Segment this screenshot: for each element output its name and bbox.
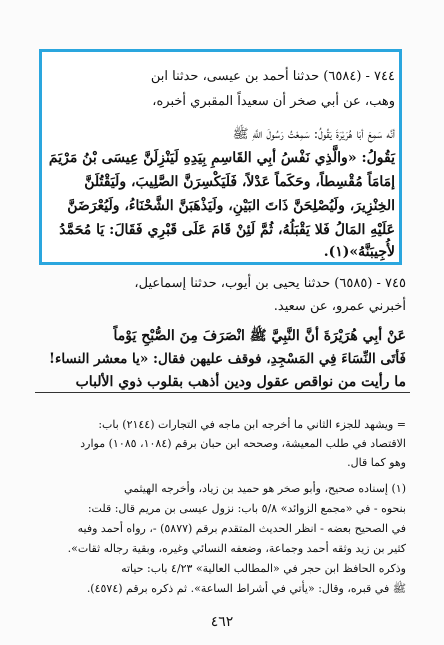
hadith-745-matn-line-3: ما رأيت من نواقص عقول ودين أذهب بقلوب ذوي الألباب [75, 374, 406, 390]
hadith-744-matn-line-3: إمَامَاً مُقْسِطاً، وحَكَماً عَدْلاً، فَلَيَكْسِرَنَّ الصَّلِيبَ، ولَيَقْتُلَنَّ [84, 174, 395, 190]
hadith-744-matn-line-5: عَلَيْهِ المَالُ فَلا يَقْبَلُهُ، ثُمَّ لَئِنْ قَامَ عَلَى قَبْرِي فَقَالَ: يَا مُحَمَّدُ [59, 222, 395, 238]
hadith-744-matn-line-1: أنَّه سَمِعَ أبَا هُرَيْرَةَ يَقُولُ: سَمِعْتُ رَسُولَ اللَّهِ ﷺ [232, 127, 395, 142]
footnote-separator [35, 392, 410, 393]
hadith-744-isnad-line-1: ٧٤٤ - (٦٥٨٤) حدثنا أحمد بن عيسى، حدثنا ابن [150, 69, 395, 84]
page-number: ٤٦٢ [210, 614, 234, 630]
hadith-745-isnad-line-1: ٧٤٥ - (٦٥٨٥) حدثنا يحيى بن أيوب، حدثنا إسماعيل، [134, 276, 406, 291]
hadith-744-matn-line-4: الخِنْزِيرَ، ولَيُصْلِحَنَّ ذَاتَ البَيْنِ، ولَيَذْهَبَنَّ الشَّحْنَاءُ، ولَيُعْرَضَنَّ [67, 198, 395, 214]
footnote-1-line-1: (١) إسناده صحيح، وأبو صخر هو حميد بن زياد، وأخرجه الهيثمي [123, 482, 406, 495]
footnote-1-line-2: بنحوه - في «مجمع الزوائد» ٥/٨ باب: نزول عيسى بن مريم قال: قلت: [87, 502, 406, 515]
footnote-1-line-5: وذكره الحافظ ابن حجر في «المطالب العالية» ٤/٢٣ باب: حياته [121, 562, 406, 575]
footnote-1-line-3: في الصحيح بعضه - انظر الحديث المتقدم برقم (٥٨٧٧) -، رواه أحمد وفيه [77, 522, 406, 535]
hadith-744-isnad-line-2: وهب، عن أبي صخر أن سعيداً المقبري أخبره، [152, 94, 395, 109]
hadith-744-matn-line-2: يَقُولُ: «والَّذِي نَفْسُ أبِي القَاسِمِ بِيَدِهِ لَيَنْزِلَنَّ عِيسَى بْنُ مَرْيَمَ [48, 150, 395, 166]
footnote-1-line-6: ﷺ في قبره، وقال: «يأتي في أشراط الساعة». ثم ذكره برقم (٤٥٧٤). [86, 582, 406, 595]
hadith-745-isnad-line-2: أخبرني عمرو، عن سعيد. [273, 299, 406, 314]
hadith-744-matn-line-6: لأُجِيبَنَّهُ»(١). [323, 244, 395, 260]
footnote-prev-line-2: الاقتصاد في طلب المعيشة، وصححه ابن حبان برقم (١٠٨٤، ١٠٨٥) موارد [80, 437, 406, 450]
footnote-1-line-4: كثير بن زيد وثقه أحمد وجماعة، وضعفه النسائي وغيره، وبقية رجاله ثقات». [67, 542, 406, 555]
hadith-745-matn-line-1: عَنْ أبِي هُرَيْرَةَ أنَّ النَّبِيَّ ﷺ انْصَرَفَ مِنَ الصُّبْحِ يَوْماً [113, 328, 406, 344]
footnote-prev-line-1: = ويشهد للجزء الثاني ما أخرجه ابن ماجه في التجارات (٢١٤٤) باب: [98, 418, 406, 431]
hadith-745-matn-line-2: فَأتَى النِّسَاءَ فِي المَسْجِدِ، فوقف عليهن فقال: «يا معشر النساء! [49, 351, 406, 367]
footnote-prev-line-3: وهو كما قال. [347, 456, 406, 469]
